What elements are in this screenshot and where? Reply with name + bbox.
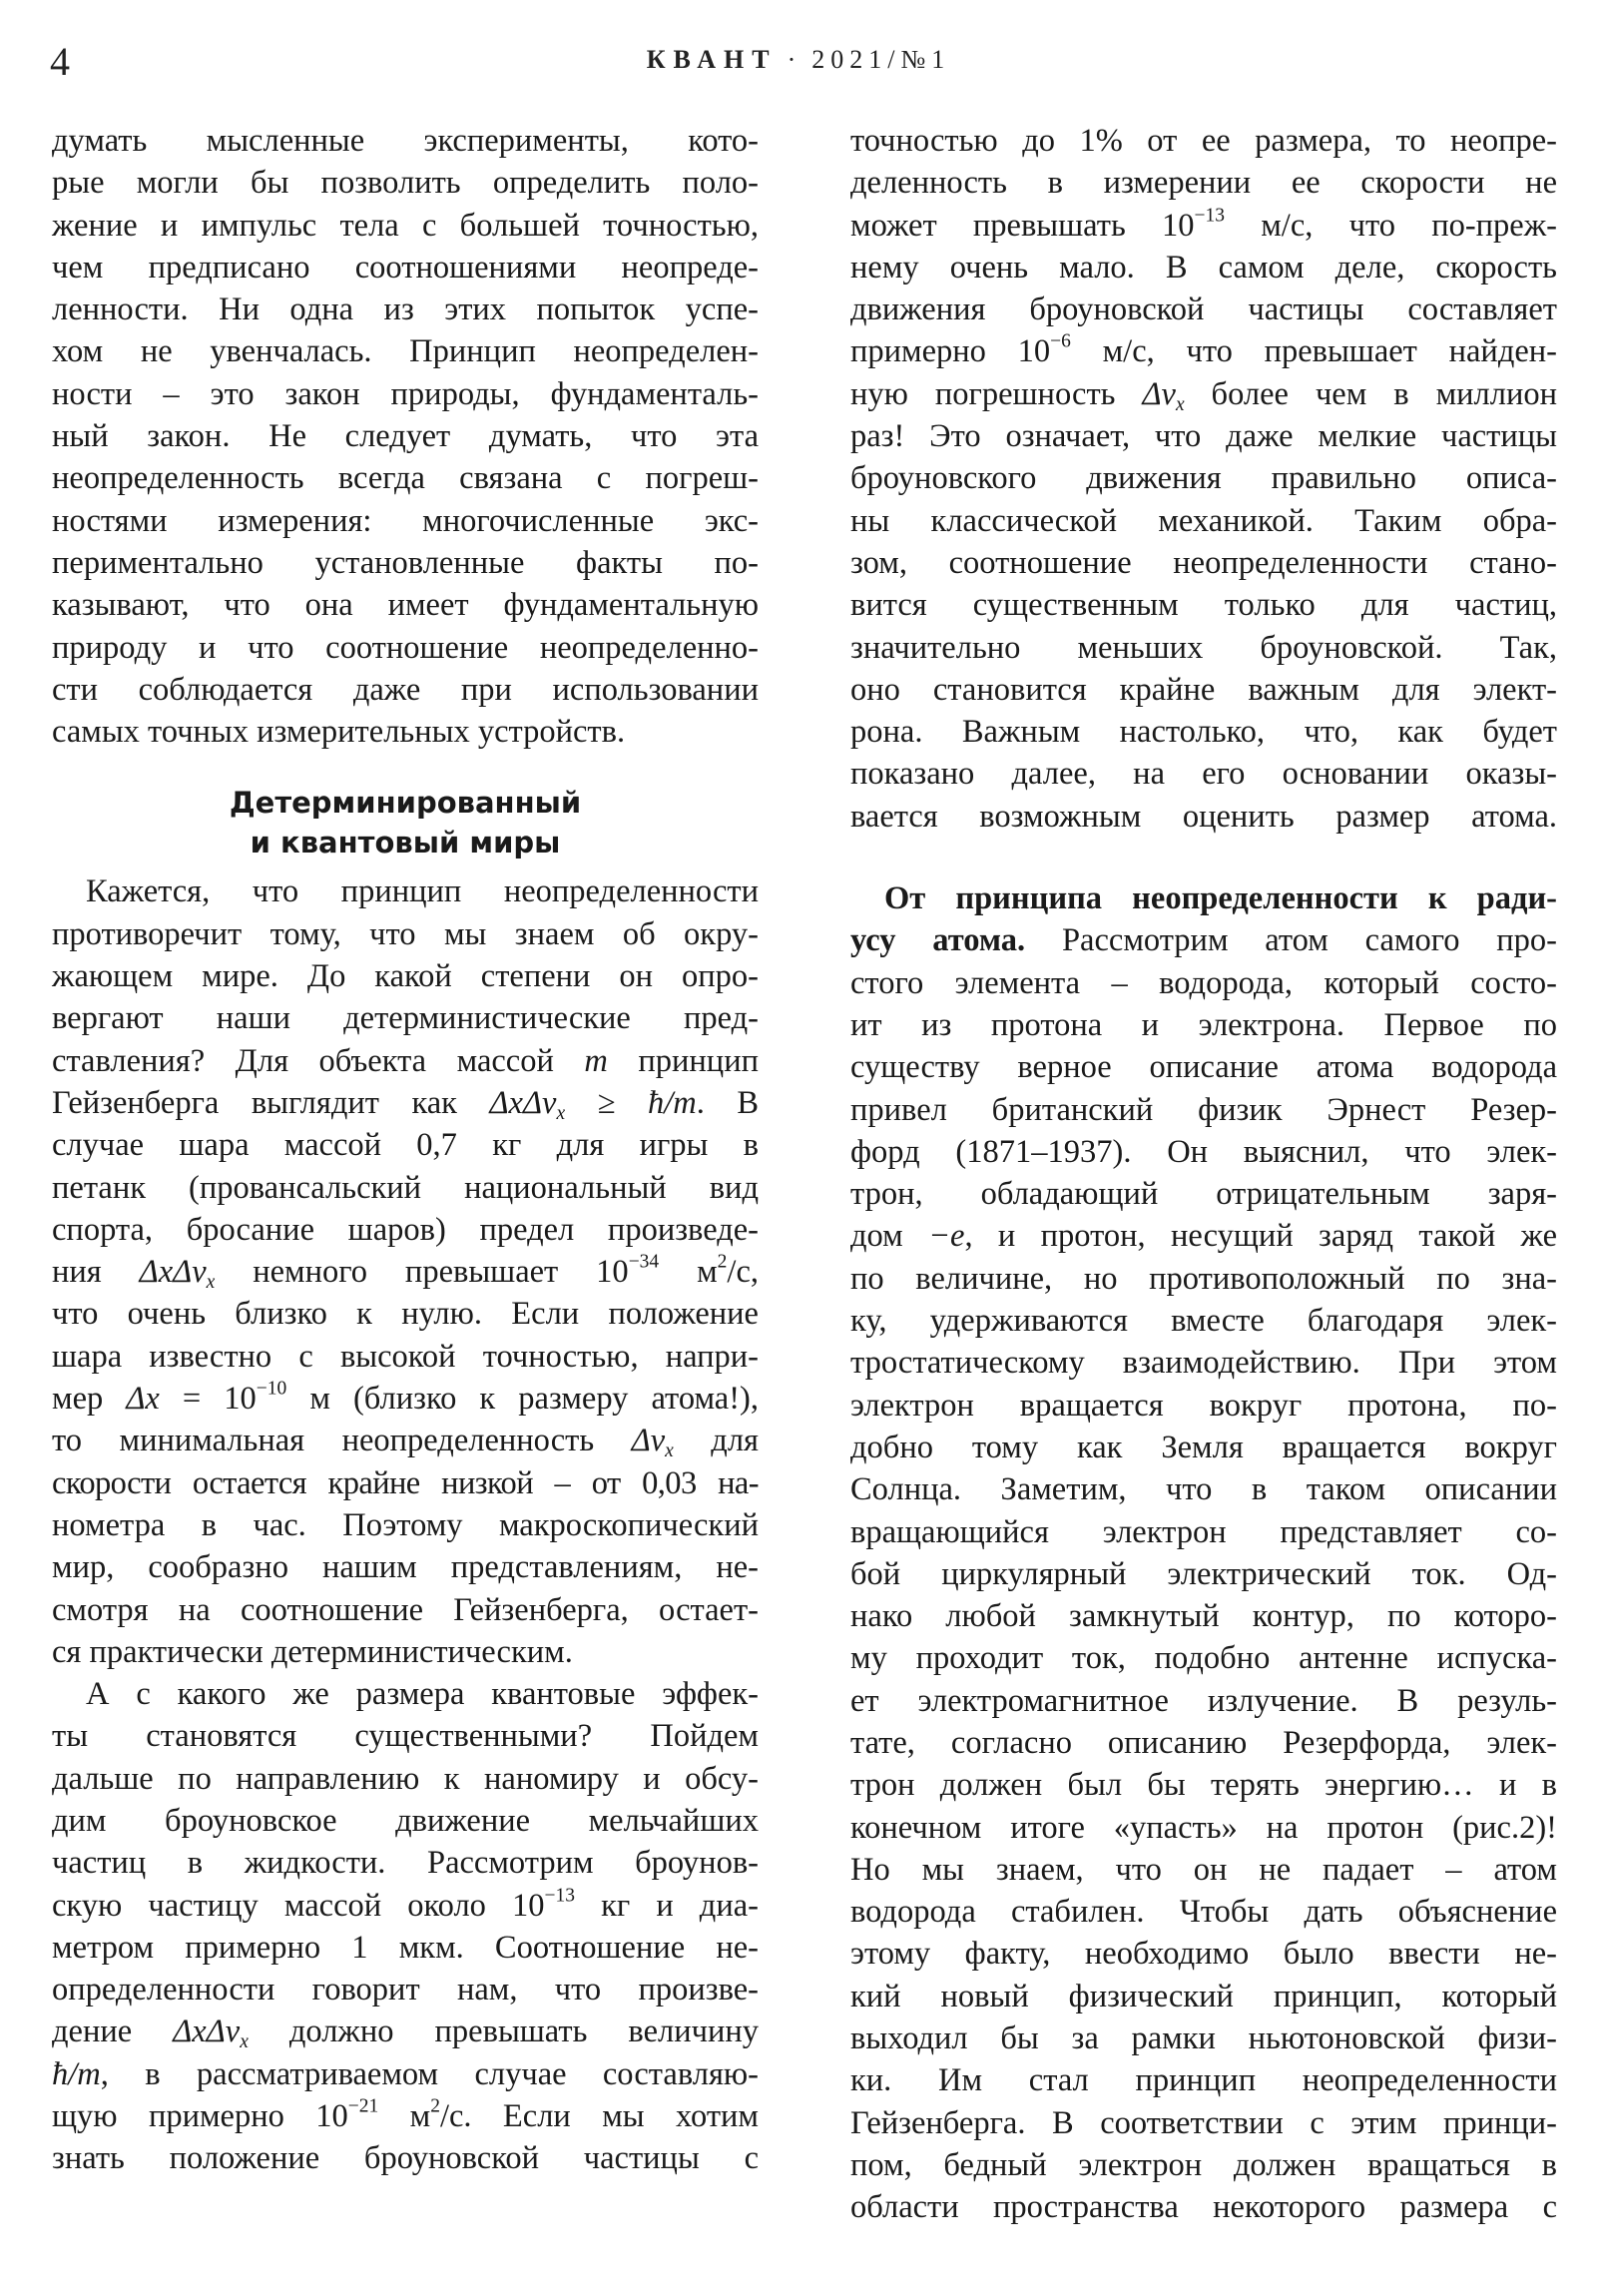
text-line: случае шара массой 0,7 кг для игры в [52,1127,759,1164]
math-formula: Δx [126,1381,160,1418]
math-variable: −e [928,1218,965,1255]
math-variable: m [584,1042,608,1079]
text-line: Кажется, что принцип неопределенности [86,873,759,910]
text-line: ты становятся существенными? Пойдем [52,1718,759,1755]
text-line: метром примерно 1 мкм. Соотношение не- [52,1929,759,1966]
text-line: скую частицу массой около $10^{-13}$ кг и диа- [52,1884,759,1924]
text-line: периментально установленные факты по- [52,544,759,581]
text-line: то минимальная неопределенность $\Delta v_x$ для [52,1423,759,1462]
text-line: примерно $10^{-6}$ м/с, что превышает найден- [850,330,1557,370]
text-line: рые могли бы позволить определить поло- [52,165,759,202]
math-formula: ΔxΔv$_x$ ≥ ħ/m [489,1084,697,1124]
text-line: оно становится крайне важным для элект- [850,671,1557,708]
paragraph [52,120,759,753]
text-line: сти соблюдается даже при использовании [52,671,759,708]
text-line: А с какого же размера квантовые эффек- [86,1676,759,1713]
math-formula: $\Delta v_x$ [631,1423,674,1462]
text-line: петанк (провансальский национальный вид [52,1169,759,1206]
text-line: казывают, что она имеет фундаментальную [52,587,759,624]
text-line: существу верное описание атома водорода [850,1049,1557,1086]
text-line: ся практически детерминистическим. [52,1633,573,1670]
text-line: дение ΔxΔv$_x$ должно превышать величину [52,2013,759,2053]
text-line: ет электромагнитное излучение. В резуль- [850,1682,1557,1719]
text-line: ности – это закон природы, фундаменталь- [52,375,759,412]
running-head [0,45,1597,75]
text-line: жающем мире. До какой степени он опро- [52,958,759,995]
text-line: Солнца. Заметим, что в таком описании [850,1471,1557,1508]
text-line: дальше по направлению к наномиру и обсу- [52,1760,759,1797]
paragraph [52,870,759,1673]
text-line: частиц в жидкости. Рассмотрим броунов- [52,1845,759,1882]
text-line: электрон вращается вокруг протона, по- [850,1387,1557,1424]
math-formula: ΔxΔv$_x$ [173,2013,249,2053]
text-line: смотря на соотношение Гейзенберга, остает- [52,1591,759,1628]
text-line: спорта, бросание шаров) предел произведе- [52,1211,759,1248]
section-heading [52,783,759,862]
text-line: ностями измерения: многочисленные экс- [52,502,759,539]
text-line: ный закон. Не следует думать, что эта [52,418,759,455]
text-line: деленность в измерении ее скорости не [850,165,1557,202]
section-heading-line: Детерминированный [229,786,582,821]
text-line: движения броуновской частицы составляет [850,291,1557,328]
text-line: мер $\Delta x = 10^{-10}$ м (близко к размеру атома!), [52,1378,759,1418]
paragraph [850,877,1557,2229]
text-line: конечном итоге «упасть» на протон (рис.2)! [850,1809,1557,1846]
separator: · [787,45,802,74]
text-line: ны классической механикой. Таким обра- [850,502,1557,539]
text-line: жение и импульс тела с большей точностью, [52,207,759,244]
text-line: кий новый физический принцип, который [850,1978,1557,2014]
text-line: скорости остается крайне низкой – от 0,03 на- [52,1464,759,1501]
text-line: думать мысленные эксперименты, кото- [52,123,759,159]
text-line: ния ΔxΔv$_x$ немного превышает $10^{-34}$ $м^2/с$, [52,1251,760,1293]
text-line: природу и что соотношение неопределенно- [52,629,759,666]
text-line: водорода стабилен. Чтобы дать объяснение [850,1894,1557,1931]
text-line: значительно меньших броуновской. Так, [850,629,1557,666]
text-line: чем предписано соотношениями неопреде- [52,249,759,286]
text-line: ку, удерживаются вместе благодаря элек- [850,1303,1557,1340]
text-line: дом −e, и протон, несущий заряд такой же [850,1218,1558,1255]
text-line: выходил бы за рамки ньютоновской физи- [850,2020,1557,2057]
text-line [850,877,1557,919]
text-line: му проходит ток, подобно антенне испуска- [850,1640,1557,1677]
text-line: форд (1871–1937). Он выяснил, что элек- [850,1133,1557,1170]
text-line: привел британский физик Эрнест Резер- [850,1091,1557,1128]
text-line: ленности. Ни одна из этих попыток успе- [52,291,759,328]
text-line: Гейзенберга выглядит как ΔxΔv$_x$ ≥ ħ/m. В [52,1084,759,1124]
text-line: вращающийся электрон представляет со- [850,1513,1557,1550]
text-line: усу атома. Рассмотрим атом самого про- [850,922,1557,959]
text-line: трон, обладающий отрицательным заря- [850,1176,1557,1213]
text-line: дим броуновское движение мельчайших [52,1802,759,1839]
text-line: знать положение броуновской частицы с [52,2140,759,2177]
text-line: определенности говорит нам, что произве- [52,1972,759,2009]
text-line: хом не увенчалась. Принцип неопределен- [52,333,759,370]
text-line: Но мы знаем, что он не падает – атом [850,1851,1557,1888]
paragraph [52,1673,759,2180]
text-line: самых точных измерительных устройств. [52,714,626,751]
math-formula: ħ/m [52,2055,101,2092]
text-line: вергают наши детерминистические пред- [52,1000,759,1037]
run-in-heading: От принципа неопределенности к ради- [884,880,1557,917]
run-in-heading: усу атома. [850,922,1026,959]
text-line: зом, соотношение неопределенности стано- [850,544,1557,581]
text-line: вается возможным оценить размер атома. [850,798,1557,835]
left-column [52,120,759,2180]
text-line: точностью до 1% от ее размера, то неопре- [850,123,1557,159]
text-line: пом, бедный электрон должен вращаться в [850,2146,1557,2183]
text-line: может превышать $10^{-13}$ м/с, что по-преж- [850,204,1558,244]
text-line: ит из протона и электрона. Первое по [850,1006,1557,1043]
text-line: ки. Им стал принцип неопределенности [850,2062,1557,2099]
text-line: нако любой замкнутый контур, по которо- [850,1598,1557,1635]
text-line: ставления? Для объекта массой m принцип [52,1042,759,1079]
paragraph-gap [850,838,1557,877]
text-line: вится существенным только для частиц, [850,587,1557,624]
text-line: тростатическому взаимодействию. При этом [850,1345,1557,1382]
text-line: нему очень мало. В самом деле, скорость [850,249,1557,286]
text-line: противоречит тому, что мы знаем об окру- [52,915,759,952]
right-column [850,120,1557,2229]
text-line: Гейзенберга. В соответствии с этим принци- [850,2104,1557,2141]
text-line: ħ/m, в рассматриваемом случае составляю- [52,2055,759,2092]
text-line: бой циркулярный электрический ток. Од- [850,1555,1557,1592]
text-line: неопределенность всегда связана с погреш- [52,460,759,497]
page-number: 4 [50,39,70,84]
journal-title: КВАНТ [646,45,778,74]
math-formula: $\Delta v_x$ [1142,375,1185,415]
math-formula: ΔxΔv$_x$ [139,1254,216,1293]
text-line: броуновского движения правильно описа- [850,460,1557,497]
text-line: рона. Важным настолько, что, как будет [850,714,1557,751]
text-line: щую примерно $10^{-21}$ $м^2/с$. Если мы хотим [52,2095,759,2135]
text-line: тате, согласно описанию Резерфорда, элек- [850,1724,1557,1761]
text-line: мир, сообразно нашим представлениям, не- [52,1549,759,1586]
paragraph [850,120,1557,838]
text-line: нометра в час. Поэтому макроскопический [52,1506,759,1543]
text-line: добно тому как Земля вращается вокруг [850,1429,1557,1465]
text-line: что очень близко к нулю. Если положение [52,1296,759,1333]
text-line: области пространства некоторого размера с [850,2189,1557,2226]
text-line: стого элемента – водорода, который состо- [850,964,1557,1001]
text-line: по величине, но противоположный по зна- [850,1260,1557,1297]
text-line: показано далее, на его основании оказы- [850,756,1557,793]
text-line: шара известно с высокой точностью, напри- [52,1338,759,1375]
text-line: этому факту, необходимо было ввести не- [850,1936,1557,1973]
section-heading-line: и квантовый миры [250,826,561,861]
text-line: раз! Это означает, что даже мелкие частицы [850,418,1557,455]
text-line: ную погрешность $\Delta v_x$ более чем в миллион [850,375,1557,415]
issue-number: 2021/№1 [811,45,951,74]
text-line: трон должен был бы терять энергию… и в [850,1767,1557,1804]
